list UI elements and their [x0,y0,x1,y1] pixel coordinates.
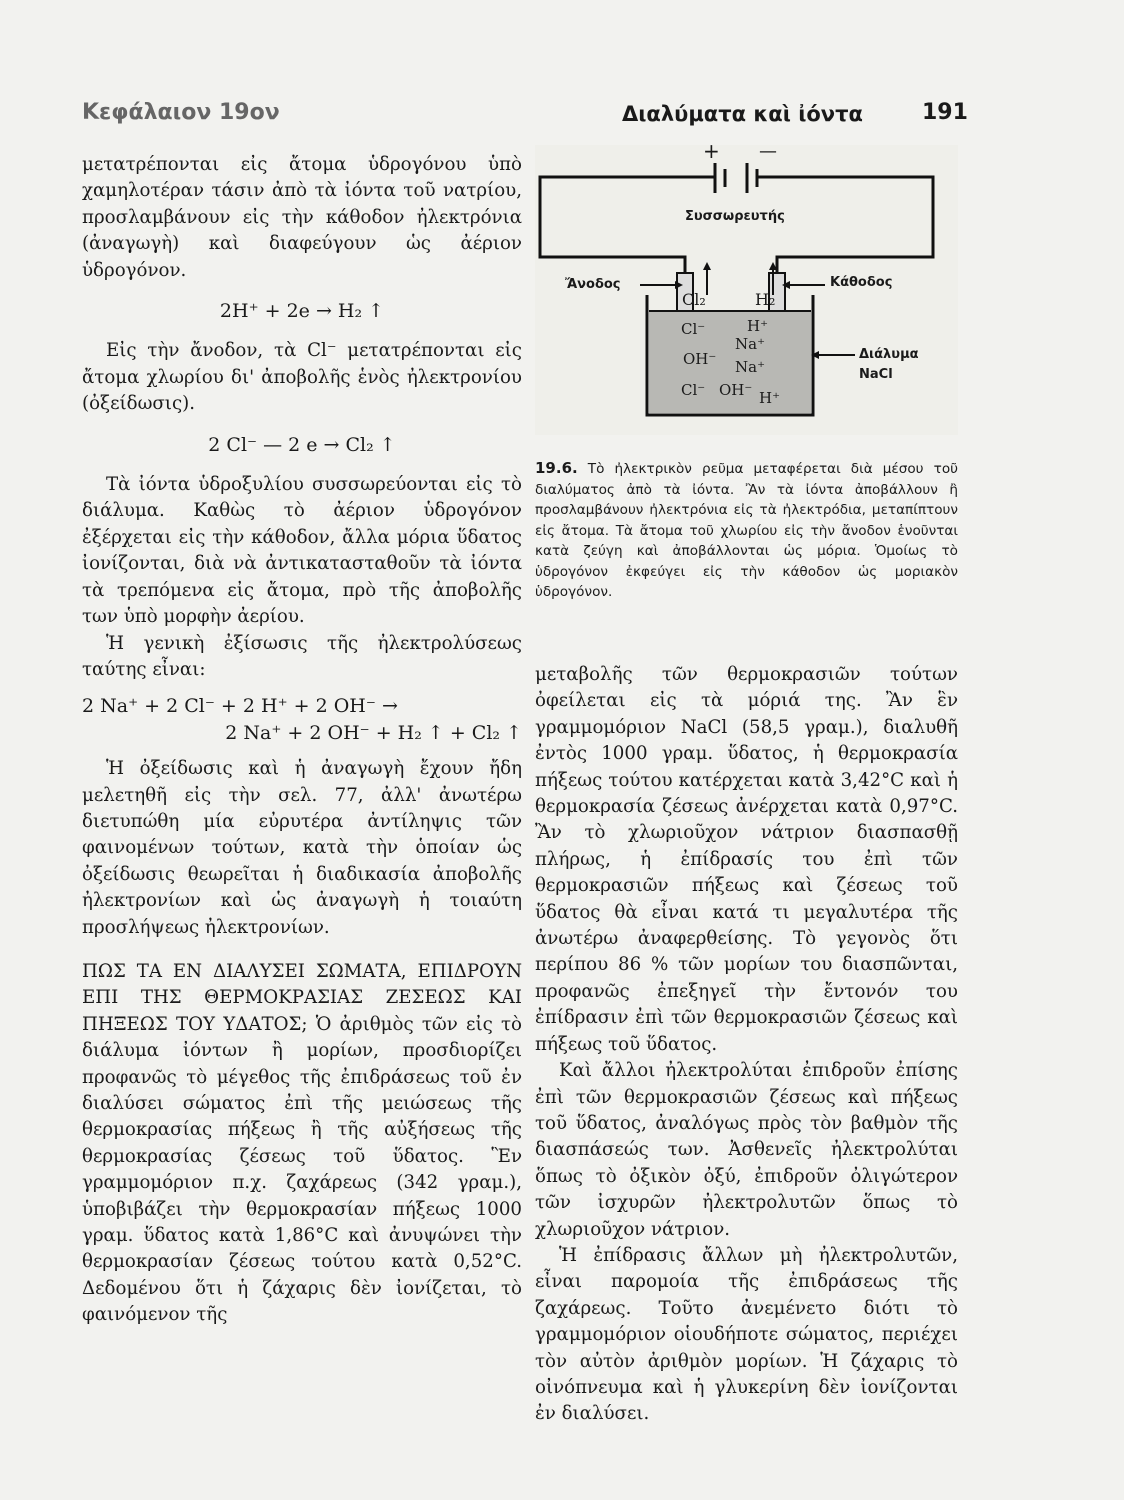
electrolysis-diagram [535,139,958,435]
paragraph: μετατρέπονται εἰς ἄτομα ὑδρογόνου ὑπὸ χαμηλοτέραν τάσιν ἀπὸ τὰ ἰόντα τοῦ νατρίου, προσλαμβάνουν εἰς τὴν κάθοδον ἠλεκτρόνια (ἀναγωγὴ) καὶ διαφεύγουν ὡς ἀέριον ὑδρογόνον. [82,154,522,281]
chlorine-gas-label: Cl₂ [682,290,706,309]
ion-label: Cl⁻ [681,381,706,399]
running-title: Διαλύματα καὶ ἰόντα [622,102,863,126]
paragraph: Καὶ ἄλλοι ἠλεκτρολύται ἐπιδροῦν ἐπίσης ἐπὶ τῶν θερμοκρασιῶν ζέσεως καὶ πήξεως τοῦ ὕδατος, ἀναλόγως πρὸς τὸν βαθμὸν τῆς διασπάσεώς των. Ἀσθενεῖς ἠλεκτρολύται ὅπως τὸ ὀξικὸν ὀξύ, ἐπιδροῦν ὀλιγώτερον τῶν ἰσχυρῶν ἠλεκτρολυτῶν ὅπως τὸ χλωριοῦχον νάτριον. [535,1060,958,1240]
hydrogen-gas-label: H₂ [755,290,776,309]
chapter-heading: Κεφάλαιον 19ον [82,100,280,125]
section-text: Ὁ ἀριθμὸς τῶν εἰς τὸ διάλυμα ἰόντων ἢ μορίων, προσδιορίζει προφανῶς τὸ μέγεθος τῆς ἐπιδράσεως τοῦ ἐν διαλύσει σώματος ἐπὶ τῆς μειώσεως τῆς θερμοκρασίας πήξεως ἢ τῆς αὐξήσεως τῆς θερμοκρασίας ζέσεως τοῦ ὕδατος. Ἓν γραμμομόριον π.χ. ζαχάρεως (342 γραμ.), ὑποβιβάζει τὴν θερμοκρασίαν πήξεως 1000 γραμ. ὕδατος κατὰ 1,86°C καὶ ἀνυψώνει τὴν θερμοκρασίαν ζέσεως τούτου κατὰ 0,52°C. Δεδομένου ὅτι ἡ ζάχαρις δὲν ἰονίζεται, τὸ φαινόμενον τῆς [82,1013,523,1326]
figure-caption [535,458,958,603]
equation: 2 Cl⁻ — 2 e → Cl₂ ↑ [208,433,396,456]
ion-label: H⁺ [747,317,768,335]
anode-label: Ἄνοδος [565,277,621,292]
left-column [82,152,522,1329]
equation: 2H⁺ + 2e → H₂ ↑ [219,300,385,323]
plus-terminal-label: + [703,139,720,163]
equation: 2 Na⁺ + 2 OH⁻ + H₂ ↑ + Cl₂ ↑ [225,721,522,744]
ion-label: Na⁺ [735,358,765,376]
minus-terminal-label: — [759,141,777,162]
ion-label: Na⁺ [735,335,765,353]
battery-label: Συσσωρευτής [685,209,785,224]
ion-label: Cl⁻ [681,320,706,338]
paragraph: Ἡ ἐπίδρασις ἄλλων μὴ ἠλεκτρολυτῶν, εἶναι παρομοία τῆς ἐπιδράσεως τῆς ζαχάρεως. Τοῦτο ἀνεμένετο διότι τὸ γραμμομόριον οἱουδήποτε σώματος, περιέχει τὸν αὐτὸν ἀριθμὸν μορίων. Ἡ ζάχαρις τὸ οἰνόπνευμα καὶ ἡ γλυκερίνη δὲν ἰονίζονται ἐν διαλύσει. [535,1244,958,1425]
paragraph: Ἡ ὀξείδωσις καὶ ἡ ἀναγωγὴ ἔχουν ἤδη μελετηθῆ εἰς τὴν σελ. 77, ἀλλ' ἀνωτέρω διετυπώθη μία εὐρυτέρα ἀντίληψις τῶν φαινομένων τούτων, κατὰ τὴν ὁποίαν ὡς ὀξείδωσις θεωρεῖται ἡ διαδικασία ἀποβολῆς ἠλεκτρονίων καὶ ὡς ἀναγωγὴ ἡ τοιαύτη προσλήψεως ἠλεκτρονίων. [82,758,522,938]
paragraph: Τὰ ἰόντα ὑδροξυλίου συσσωρεύονται εἰς τὸ διάλυμα. Καθὼς τὸ ἀέριον ὑδρογόνον ἐξέρχεται εἰς τὴν κάθοδον, ἄλλα μόρια ὕδατος ἰονίζονται, διὰ νὰ ἀντικατασταθοῦν τὰ ἰόντα τὰ τρεπόμενα εἰς ἄτομα, πρὸ τῆς ἀποβολῆς των ὑπὸ μορφὴν ἀερίου. [82,474,522,628]
paragraph: μεταβολῆς τῶν θερμοκρασιῶν τούτων ὀφείλεται εἰς τὰ μόριά της. Ἂν ἓν γραμμομόριον NaCl (58,5 γραμ.), διαλυθῆ ἐντὸς 1000 γραμ. ὕδατος, ἡ θερμοκρασία πήξεως τούτου κατέρχεται κατὰ 3,42°C καὶ ἡ θερμοκρασία ζέσεως ἀνέρχεται κατὰ 0,97°C. Ἂν τὸ χλωριοῦχον νάτριον διασπασθῇ πλήρως, ἡ ἐπίδρασίς του ἐπὶ τῶν θερμοκρασιῶν πήξεως καὶ ζέσεως τοῦ ὕδατος θὰ εἶναι κατά τι μεγαλυτέρα τῆς ἀνωτέρω ἀναφερθείσης. Τὸ γεγονὸς ὅτι περίπου 86 % τῶν μορίων του διασπῶνται, προφανῶς ἐπεξηγεῖ τὴν ἔντονόν του ἐπίδρασιν ἐπὶ τῶν θερμοκρασιῶν ζέσεως καὶ πήξεως τοῦ ὕδατος. [535,664,958,1055]
page-number: 191 [922,100,968,125]
section-paragraph [82,959,522,1329]
paragraph: Εἰς τὴν ἄνοδον, τὰ Cl⁻ μετατρέπονται εἰς ἄτομα χλωρίου δι' ἀποβολῆς ἑνὸς ἠλεκτρονίου (ὀξείδωσις). [82,340,522,415]
right-column [535,662,958,1428]
ion-label: OH⁻ [719,381,753,399]
nacl-label: NaCl [859,367,893,382]
caption-text: Τὸ ἠλεκτρικὸν ρεῦμα μεταφέρεται διὰ μέσου τοῦ διαλύματος ἀπὸ τὰ ἰόντα. Ἂν τὰ ἰόντα ἀποβάλλουν ἢ προσλαμβάνουν ἠλεκτρόνια εἰς τὰ ἠλεκτρόδια, μεταπίπτουν εἰς ἄτομα. Τὰ ἄτομα τοῦ χλωρίου εἰς τὴν ἄνοδον ἑνοῦνται κατὰ ζεύγη καὶ ἀποβάλλονται ὡς μόρια. Ὁμοίως τὸ ὑδρογόνον ἐκφεύγει εἰς τὴν κάθοδον ὡς μοριακὸν ὑδρογόνον. [535,461,958,600]
paragraph: Ἡ γενικὴ ἐξίσωσις τῆς ἠλεκτρολύσεως ταύτης εἶναι: [82,632,522,680]
ion-label: H⁺ [759,389,780,407]
figure-number: 19.6. [535,459,578,477]
solution-label: Διάλυμα [859,347,919,362]
cathode-label: Κάθοδος [830,275,893,290]
ion-label: OH⁻ [683,350,717,368]
section-heading: ΠΩΣ ΤΑ ΕΝ ΔΙΑΛΥΣΕΙ ΣΩΜΑΤΑ, ΕΠΙΔΡΟΥΝ ΕΠΙ ΤΗΣ ΘΕΡΜΟΚΡΑΣΙΑΣ ΖΕΣΕΩΣ ΚΑΙ ΠΗΞΕΩΣ ΤΟΥ ΥΔΑΤΟΣ; [82,960,522,1035]
equation: 2 Na⁺ + 2 Cl⁻ + 2 H⁺ + 2 OH⁻ → [82,695,398,718]
